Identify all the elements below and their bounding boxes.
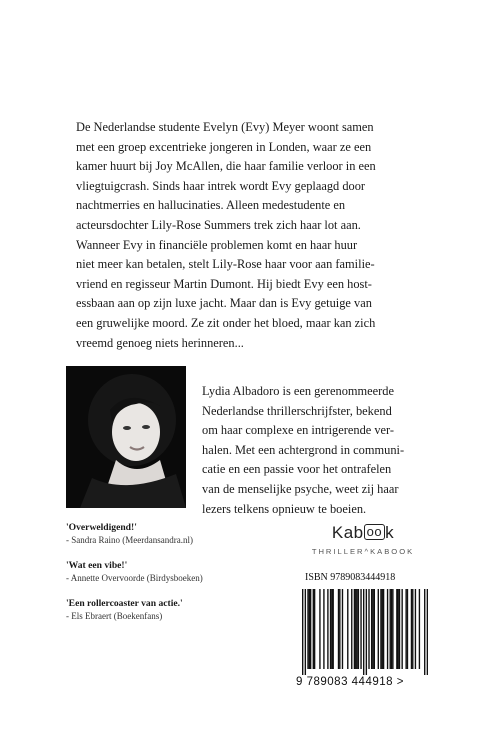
blurb-line: Wanneer Evy in financiële problemen komt en haar huur — [76, 237, 358, 252]
blurb-line: met een groep excentrieke jongeren in Londen, waar ze een — [76, 139, 372, 154]
blurb-line: De Nederlandse studente Evelyn (Evy) Meyer woont samen — [76, 120, 374, 134]
review-quote — [66, 598, 276, 622]
barcode-bar — [360, 589, 361, 669]
barcode-bar — [378, 589, 379, 669]
review-quote — [66, 522, 276, 546]
barcode-bar — [399, 589, 400, 669]
logo-part: k — [385, 523, 395, 542]
blurb-line: niet meer kan betalen, stelt Lily-Rose haar voor aan familie- — [76, 257, 375, 272]
barcode-bar — [427, 589, 428, 675]
barcode-bar — [351, 589, 352, 669]
barcode-bar — [307, 589, 308, 669]
barcode-bar — [397, 589, 398, 669]
barcode — [302, 589, 428, 675]
barcode-bar — [371, 589, 372, 669]
barcode-bar — [363, 589, 364, 675]
barcode-bar — [355, 589, 356, 669]
barcode-bar — [358, 589, 359, 669]
review-quotes — [66, 522, 276, 636]
blurb-text — [76, 118, 432, 353]
barcode-bar — [390, 589, 391, 669]
barcode-bar — [302, 589, 303, 675]
publisher-logo — [296, 522, 430, 556]
blurb-line: vriend en regisseur Martin Dumont. Hij biedt Evy een host- — [76, 276, 372, 291]
barcode-bar — [333, 589, 334, 669]
blurb-line: nachtmerries en hallucinaties. Alleen medestudente en — [76, 198, 346, 213]
blurb-line: een gruwelijke moord. Ze zit onder het bloed, maar kan zich — [76, 315, 376, 330]
barcode-bar — [313, 589, 314, 669]
barcode-bar — [319, 589, 320, 669]
barcode-bar — [342, 589, 343, 669]
blurb-line: essbaan aan op zijn luxe jacht. Maar dan is Evy getuige van — [76, 296, 372, 311]
barcode-bar — [412, 589, 413, 669]
blurb-line: kamer huurt bij Joy McAllen, die haar familie verloor in een — [76, 159, 376, 174]
barcode-bar — [347, 589, 348, 669]
barcode-bar — [314, 589, 315, 669]
barcode-bar — [354, 589, 355, 669]
quote-text: 'Overweldigend!' — [66, 522, 137, 533]
barcode-bar — [368, 589, 369, 669]
barcode-bar — [392, 589, 393, 669]
barcode-bar — [366, 589, 367, 675]
logo-part: Kab — [331, 523, 364, 542]
bio-line: Nederlandse thrillerschrijfster, bekend — [202, 403, 392, 418]
quote-text: 'Een rollercoaster van actie.' — [66, 598, 183, 609]
isbn-label: ISBN 9789083444918 — [305, 572, 396, 583]
bio-line: lezers telkens opnieuw te boeien. — [202, 501, 367, 516]
publisher-tagline: THRILLER^KABOOK — [311, 547, 415, 556]
author-bio — [202, 382, 442, 519]
barcode-bar — [356, 589, 357, 669]
bio-line: Lydia Albadoro is een gerenommeerde — [202, 384, 394, 398]
barcode-bar — [339, 589, 340, 669]
barcode-bar — [327, 589, 328, 669]
author-photo — [66, 366, 186, 508]
barcode-bar — [419, 589, 420, 669]
barcode-bar — [396, 589, 397, 669]
review-quote — [66, 560, 276, 584]
blurb-line: vreemd genoeg niets herinneren... — [76, 335, 244, 350]
barcode-bar — [405, 589, 406, 669]
blurb-line: vliegtuigcrash. Sinds haar intrek wordt Evy geplaagd door — [76, 178, 366, 193]
barcode-bar — [338, 589, 339, 669]
barcode-bar — [401, 589, 402, 669]
barcode-bar — [374, 589, 375, 669]
barcode-bar — [331, 589, 332, 669]
barcode-bar — [305, 589, 306, 675]
blurb-line: acteursdochter Lily-Rose Summers trek zich haar lot aan. — [76, 217, 361, 232]
barcode-bar — [309, 589, 310, 669]
quote-source: - Sandra Raino (Meerdansandra.nl) — [66, 535, 193, 545]
bio-line: halen. Met een achtergrond in communi- — [202, 442, 405, 457]
barcode-bar — [380, 589, 381, 669]
barcode-digits: 9 789083 444918 > — [296, 676, 404, 688]
bio-line: om haar complexe en intrigerende ver- — [202, 423, 395, 438]
barcode-bar — [323, 589, 324, 669]
quote-source: - Els Ebraert (Boekenfans) — [66, 611, 163, 621]
barcode-bar — [383, 589, 384, 669]
author-portrait-icon — [66, 366, 186, 508]
barcode-bar — [411, 589, 412, 669]
bio-line: catie en een passie voor het ontrafelen — [202, 462, 392, 477]
barcode-bar — [372, 589, 373, 669]
barcode-bar — [424, 589, 425, 675]
publisher-wordmark — [296, 522, 430, 544]
barcode-bar — [330, 589, 331, 669]
barcode-bar — [387, 589, 388, 669]
logo-box: oo — [364, 524, 385, 540]
barcode-bar — [415, 589, 416, 669]
barcode-bar — [382, 589, 383, 669]
barcode-bar — [310, 589, 311, 669]
bio-line: van de menselijke psyche, weet zij haar — [202, 481, 399, 496]
barcode-bar — [407, 589, 408, 669]
quote-source: - Annette Overvoorde (Birdysboeken) — [66, 573, 203, 583]
barcode-icon — [302, 589, 428, 675]
quote-text: 'Wat een vibe!' — [66, 560, 128, 571]
barcode-bar — [391, 589, 392, 669]
